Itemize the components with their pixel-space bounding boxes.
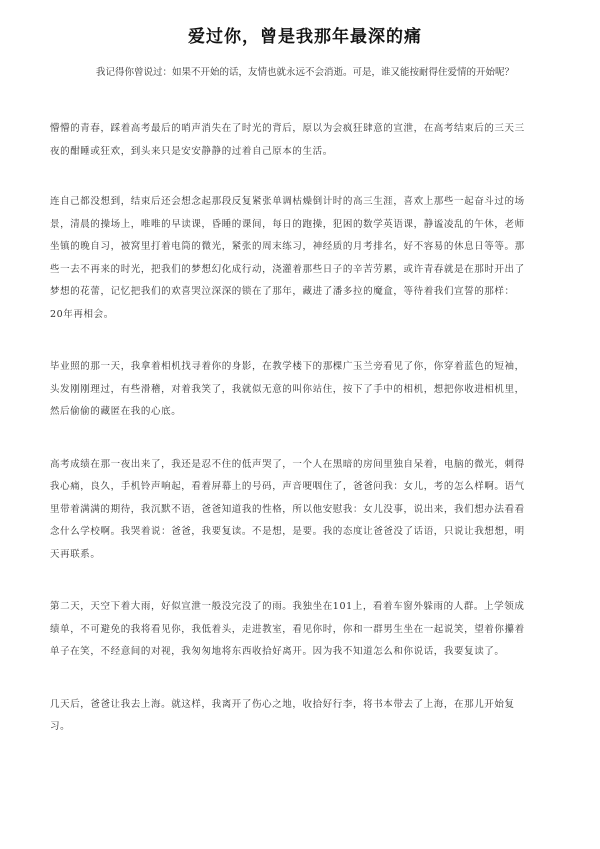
- paragraph-5: [50, 596, 560, 664]
- paragraph-line: 景，清晨的操场上，唯唯的早读课，昏睡的课间，每日的跑操，犯困的数学英语课，静谧凌乱的午休，老师: [50, 218, 525, 230]
- paragraph-line: 几天后，爸爸让我去上海。就这样，我离开了伤心之地，收拾好行李，将书本带去了上海，在那儿开始复: [50, 698, 515, 710]
- paragraph-6: [50, 694, 560, 739]
- article-lead: 我记得你曾说过：如果不开始的话，友情也就永远不会消逝。可是，谁又能按耐得住爱情的开始呢？: [95, 67, 514, 78]
- paragraph-line: 绩单，不可避免的我将看见你，我低着头，走进教室，看见你时，你和一群男生坐在一起说笑，望着你攥着: [50, 623, 525, 635]
- paragraph-line: 然后偷偷的藏匿在我的心底。: [50, 406, 182, 417]
- paragraph-line: 天再联系。: [50, 548, 101, 560]
- article-body: [50, 118, 560, 739]
- paragraph-3: [50, 356, 560, 424]
- paragraph-1: [50, 118, 560, 163]
- article-title: 爱过你，曾是我那年最深的痛: [188, 27, 422, 47]
- paragraph-line: 单子在笑，不经意间的对视，我匆匆地将东西收拾好离开。因为我不知道怎么和你说话，我要复读了。: [50, 646, 505, 657]
- paragraph-line: 念什么学校啊。我哭着说：爸爸，我要复读。不是想，是要。我的态度让爸爸没了话语，只说让我想想，明: [50, 526, 525, 537]
- paragraph-line: 第二天，天空下着大雨，好似宣泄一般没完没了的雨。我独坐在101上，看着车窗外躲雨的人群。上学领成: [50, 601, 525, 612]
- paragraph-line: 高考成绩在那一夜出来了，我还是忍不住的低声哭了，一个人在黑暗的房间里独自呆着，电脑的微光，刺得: [50, 458, 525, 470]
- paragraph-line: 夜的酣睡或狂欢，到头来只是安安静静的过着自己原本的生活。: [50, 145, 333, 157]
- paragraph-4: [50, 454, 560, 567]
- paragraph-line: 毕业照的那一天，我拿着相机找寻着你的身影，在教学楼下的那棵广玉兰旁看见了你，你穿着蓝色的短袖，: [50, 361, 525, 372]
- paragraph-line: 20年再相会。: [50, 308, 114, 320]
- paragraph-line: 头发刚刚理过，有些滑稽，对着我笑了，我就似无意的叫你站住，按下了手中的相机，想把你收进相机里，: [50, 383, 525, 395]
- paragraph-line: 梦想的花蕾，记忆把我们的欢喜哭泣深深的锁在了那年，藏进了潘多拉的魔盒，等待着我们宣誓的那样：: [50, 286, 515, 297]
- paragraph-line: 我心痛，良久，手机铃声响起，看着屏幕上的号码，声音哽咽住了，爸爸问我：女儿，考的怎么样啊。语气: [50, 481, 525, 492]
- paragraph-line: 懵懵的青春，踩着高考最后的哨声消失在了时光的背后，原以为会疯狂肆意的宣泄，在高考结束后的三天三: [50, 123, 525, 134]
- paragraph-line: 些一去不再来的时光，把我们的梦想幻化成行动，浇灌着那些日子的辛苦劳累，或许青春就是在那时开出了: [50, 263, 525, 275]
- paragraph-line: 连自己都没想到，结束后还会想念起那段反复紧张单调枯燥倒计时的高三生涯，喜欢上那些一起奋斗过的场: [50, 196, 525, 207]
- paragraph-2: [50, 191, 560, 326]
- paragraph-line: 习。: [50, 721, 71, 732]
- paragraph-line: 坐镇的晚自习，被窝里打着电筒的微光，紧张的周末练习，神经质的月考排名，好不容易的休息日等等。那: [50, 241, 525, 252]
- paragraph-line: 里带着满满的期待，我沉默不语，爸爸知道我的性格，所以他安慰我：女儿没事，说出来，我们想办法看看: [50, 503, 525, 515]
